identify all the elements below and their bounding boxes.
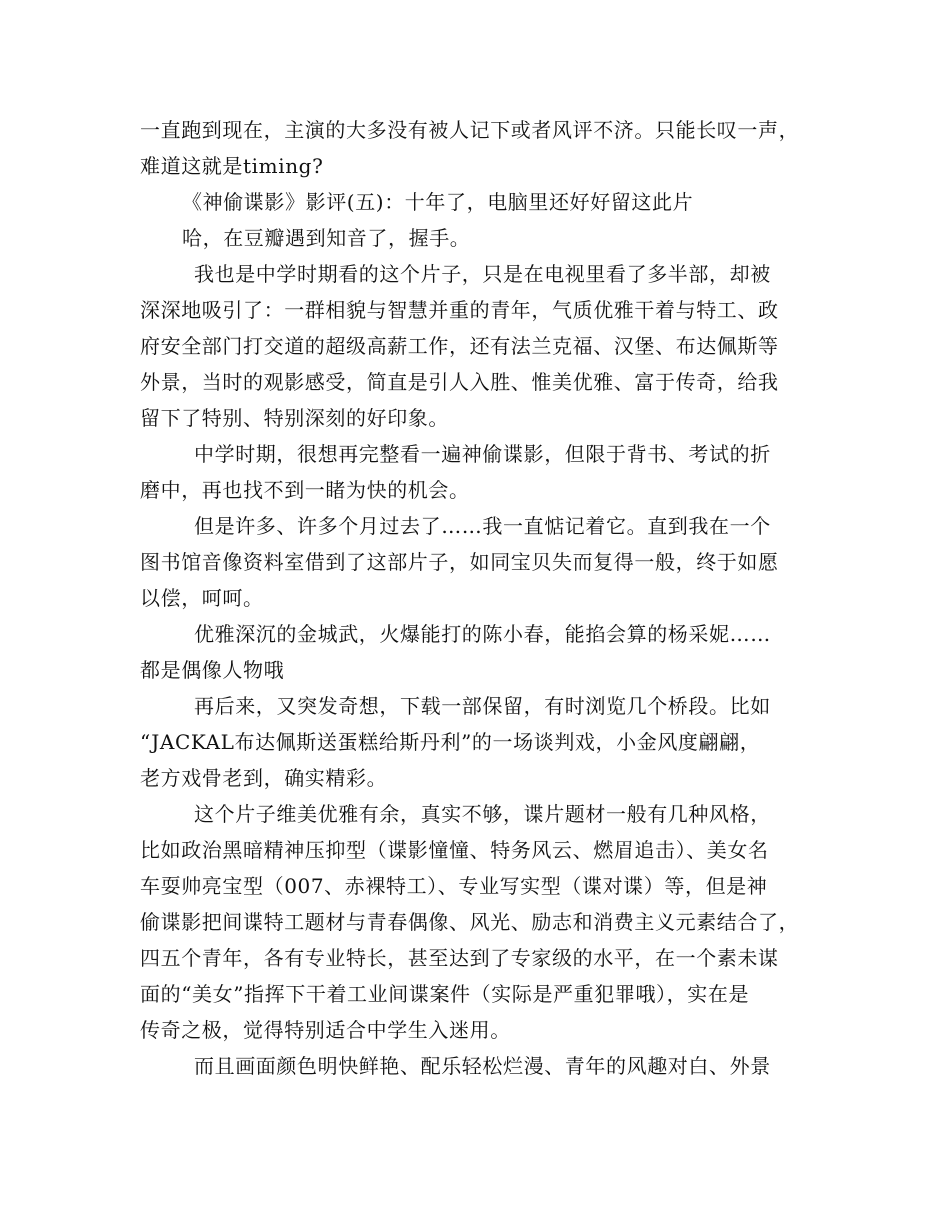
text-line: 而且画面颜色明快鲜艳、配乐轻松烂漫、青年的风趣对白、外景 [194, 1054, 771, 1078]
text-line: 优雅深沉的金城武，火爆能打的陈小春，能掐会算的杨采妮…… [194, 622, 771, 646]
text-line: 传奇之极，觉得特别适合中学生入迷用。 [140, 1018, 511, 1042]
text-line: 四五个青年，各有专业特长，甚至达到了专家级的水平，在一个素未谋 [140, 946, 779, 970]
text-line: 但是许多、许多个月过去了……我一直惦记着它。直到我在一个 [194, 514, 771, 538]
text-line: 府安全部门打交道的超级高薪工作，还有法兰克福、汉堡、布达佩斯等 [140, 334, 779, 358]
text-line: 磨中，再也找不到一睹为快的机会。 [140, 478, 470, 502]
text-line: “JACKAL布达佩斯送蛋糕给斯丹利”的一场谈判戏，小金风度翩翩， [140, 730, 761, 754]
text-line: 面的“美女”指挥下干着工业间谍案件（实际是严重犯罪哦），实在是 [140, 982, 750, 1006]
text-line: 偷谍影把间谍特工题材与青春偶像、风光、励志和消费主义元素结合了， [140, 910, 800, 934]
text-line: 难道这就是timing? [140, 154, 324, 178]
text-line: 留下了特别、特别深刻的好印象。 [140, 406, 449, 430]
text-line: 深深地吸引了：一群相貌与智慧并重的青年，气质优雅干着与特工、政 [140, 298, 779, 322]
text-line: 都是偶像人物哦 [140, 658, 285, 682]
text-line: 老方戏骨老到，确实精彩。 [140, 766, 388, 790]
text-line: 以偿，呵呵。 [140, 586, 264, 610]
text-line: 我也是中学时期看的这个片子，只是在电视里看了多半部，却被 [194, 262, 771, 286]
text-line: 哈，在豆瓣遇到知音了，握手。 [182, 226, 471, 250]
text-line: 中学时期，很想再完整看一遍神偷谍影，但限于背书、考试的折 [194, 442, 771, 466]
text-line: 外景，当时的观影感受，简直是引人入胜、惟美优雅、富于传奇，给我 [140, 370, 779, 394]
text-line: 车耍帅亮宝型（007、赤裸特工）、专业写实型（谍对谍）等，但是神 [140, 874, 768, 898]
text-line: 再后来，又突发奇想，下载一部保留，有时浏览几个桥段。比如 [194, 694, 771, 718]
text-line: 这个片子维美优雅有余，真实不够，谍片题材一般有几种风格， [194, 802, 771, 826]
text-line: 比如政治黑暗精神压抑型（谍影憧憧、特务风云、燃眉追击）、美女名 [140, 838, 769, 862]
text-line: 图书馆音像资料室借到了这部片子，如同宝贝失而复得一般，终于如愿 [140, 550, 779, 574]
text-line: 一直跑到现在，主演的大多没有被人记下或者风评不济。只能长叹一声， [140, 118, 800, 142]
text-line: 《神偷谍影》影评(五)：十年了，电脑里还好好留这此片 [182, 190, 694, 214]
